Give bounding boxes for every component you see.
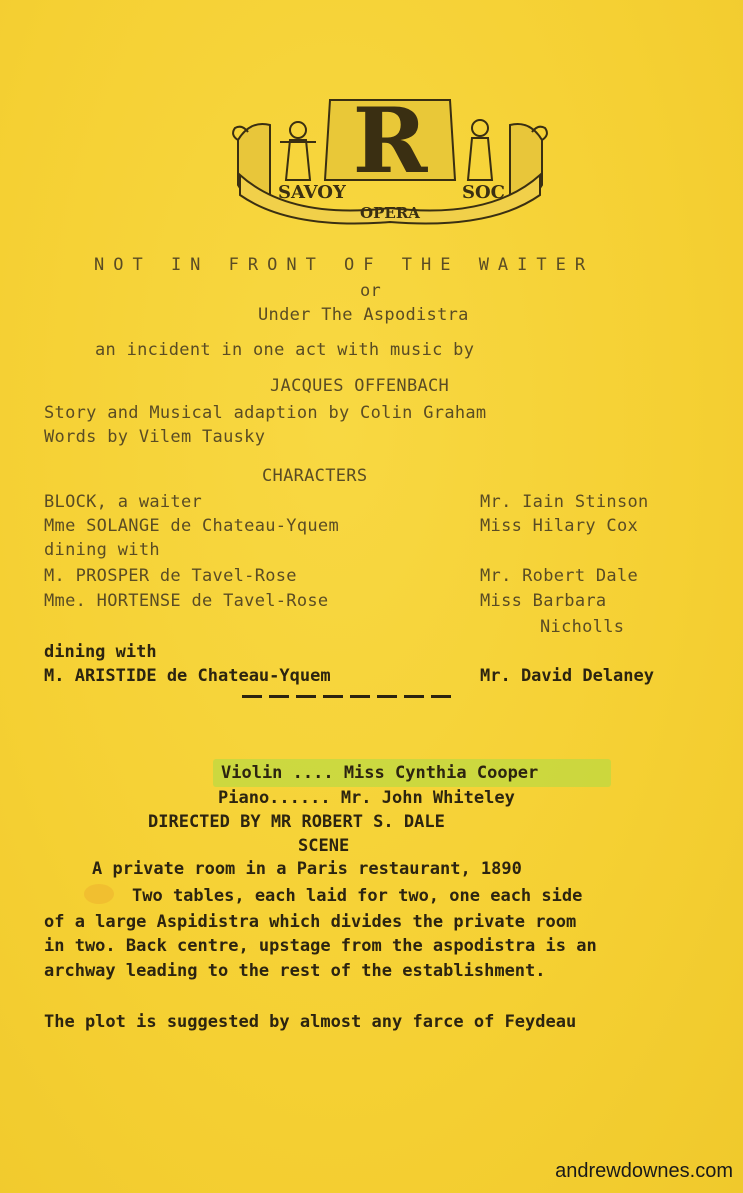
or-line: or bbox=[360, 281, 382, 301]
scene-heading: SCENE bbox=[298, 836, 350, 856]
plot-note: The plot is suggested by almost any farce of Feydeau bbox=[44, 1012, 577, 1032]
scene-line-1: Two tables, each laid for two, one each side bbox=[132, 886, 583, 906]
cast-actor-nicholls-1: Miss Barbara bbox=[480, 591, 607, 611]
composer: JACQUES OFFENBACH bbox=[270, 376, 450, 396]
cast-actor-delaney: Mr. David Delaney bbox=[480, 666, 654, 686]
description: an incident in one act with music by bbox=[95, 340, 475, 360]
watermark-url: andrewdownes.com bbox=[555, 1160, 733, 1182]
characters-heading: CHARACTERS bbox=[262, 466, 368, 486]
cast-role-hortense: Mme. HORTENSE de Tavel-Rose bbox=[44, 591, 329, 611]
dining-with-2: dining with bbox=[44, 642, 157, 662]
cast-actor-stinson: Mr. Iain Stinson bbox=[480, 492, 649, 512]
piano-credit: Piano...... Mr. John Whiteley bbox=[218, 788, 515, 808]
cast-actor-cox: Miss Hilary Cox bbox=[480, 516, 639, 536]
director-credit: DIRECTED BY MR ROBERT S. DALE bbox=[148, 812, 445, 832]
savoy-opera-society-logo bbox=[230, 80, 550, 230]
subtitle: Under The Aspodistra bbox=[258, 305, 469, 325]
adaption-credit: Story and Musical adaption by Colin Graham bbox=[44, 403, 487, 423]
scene-line-4: archway leading to the rest of the establishment. bbox=[44, 961, 546, 981]
cast-actor-dale: Mr. Robert Dale bbox=[480, 566, 639, 586]
cast-role-solange: Mme SOLANGE de Chateau-Yquem bbox=[44, 516, 339, 536]
cast-role-prosper: M. PROSPER de Tavel-Rose bbox=[44, 566, 297, 586]
play-title: NOT IN FRONT OF THE WAITER bbox=[94, 255, 595, 275]
violin-credit: Violin .... Miss Cynthia Cooper bbox=[221, 763, 539, 783]
logo-text-opera: OPERA bbox=[360, 204, 420, 222]
scene-line-2: of a large Aspidistra which divides the private room bbox=[44, 912, 577, 932]
cast-role-aristide: M. ARISTIDE de Chateau-Yquem bbox=[44, 666, 331, 686]
logo-text-savoy: SAVOY bbox=[278, 182, 346, 203]
scene-line-3: in two. Back centre, upstage from the aspodistra is an bbox=[44, 936, 597, 956]
cast-actor-nicholls-2: Nicholls bbox=[540, 617, 625, 637]
dining-with-1: dining with bbox=[44, 540, 160, 560]
paper-stain bbox=[84, 884, 114, 904]
logo-text-soc: SOC bbox=[462, 182, 506, 203]
scene-setting: A private room in a Paris restaurant, 1890 bbox=[92, 859, 522, 879]
divider-dashes bbox=[242, 695, 452, 698]
logo-monogram: R bbox=[352, 88, 428, 194]
cast-role-block: BLOCK, a waiter bbox=[44, 492, 203, 512]
words-credit: Words by Vilem Tausky bbox=[44, 427, 266, 447]
